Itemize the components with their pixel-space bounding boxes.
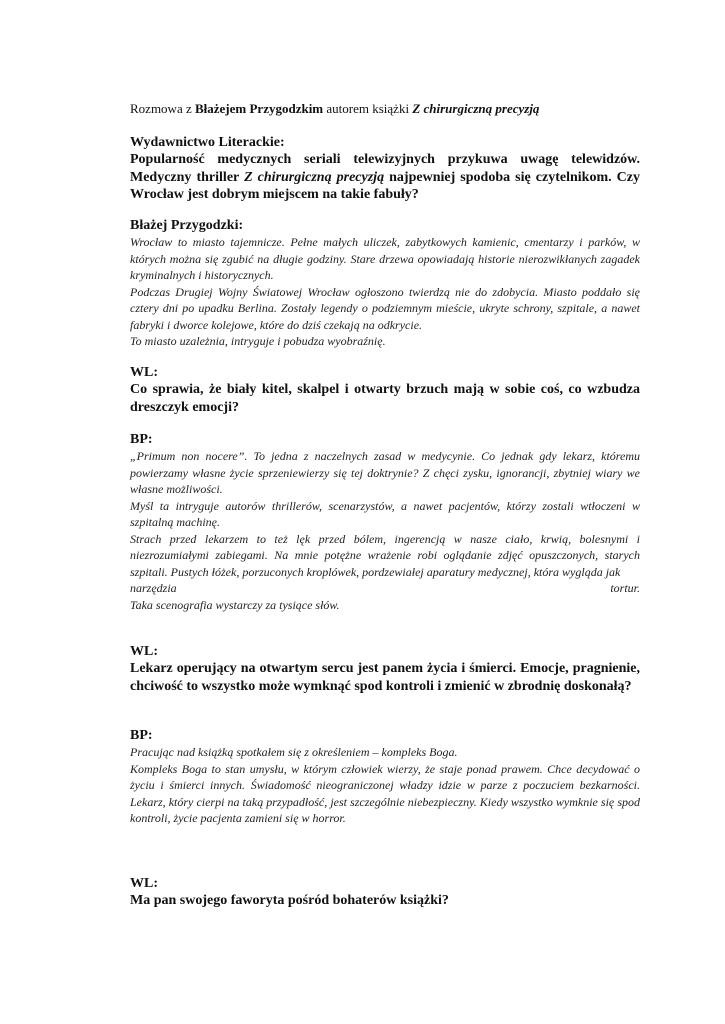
speaker-label: BP: bbox=[130, 432, 153, 447]
question-text: Ma pan swojego faworyta pośród bohaterów książki? bbox=[130, 893, 449, 908]
answer-paragraph: Kompleks Boga to stan umysłu, w którym człowiek wierzy, że staje ponad prawem. Chce decydować o życiu i śmierci innych. Świadomość nieograniczonej władzy idzie w parze z poczuciem bezkarności. Lekarz, który cierpi na taką przypadłość, jest szczególnie niebezpieczny. Kiedy wszystko wymknie się spod kontroli, życie pacjenta zamieni się w horror. bbox=[130, 761, 640, 825]
question-text: Popularność medycznych seriali telewizyjnych przykuwa uwagę telewidzów. Medyczny thriller Z chirurgiczną precyzją najpewniej spodoba się czytelnikom. Czy Wrocław jest dobrym miejscem na takie fabuły? bbox=[130, 152, 640, 202]
answer-paragraph: Myśl ta intryguje autorów thrillerów, scenarzystów, a nawet pacjentów, którzy zostali wtłoczeni w szpitalną machinę. bbox=[130, 498, 640, 529]
answer-text bbox=[130, 234, 640, 350]
author-name: Błażejem Przygodzkim bbox=[194, 101, 324, 116]
book-title: Z chirurgiczną precyzją bbox=[412, 101, 540, 116]
answer-paragraph: Podczas Drugiej Wojny Światowej Wrocław ogłoszono twierdzą nie do zdobycia. Miasto poddało się cztery dni po upadku Berlina. Zostały legendy o podziemnym mieście, ukryte schrony, szpitale, a nawet fabryki i dworce kolejowe, które do dziś czekają na odkrycie. bbox=[130, 284, 640, 332]
question-block-4 bbox=[130, 875, 640, 910]
question-text: Lekarz operujący na otwartym sercu jest panem życia i śmierci. Emocje, pragnienie, chciwość to wszystko może wymknąć spod kontroli i zmienić w zbrodnię doskonałą? bbox=[130, 661, 640, 694]
speaker-label: WL: bbox=[130, 876, 158, 891]
answer-block-2 bbox=[130, 431, 640, 613]
question-block-3 bbox=[130, 643, 640, 695]
answer-text bbox=[130, 448, 640, 613]
speaker-label: BP: bbox=[130, 728, 153, 743]
answer-paragraph: To miasto uzależnia, intryguje i pobudza wyobraźnię. bbox=[130, 334, 386, 348]
answer-text bbox=[130, 744, 640, 827]
speaker-label: WL: bbox=[130, 644, 158, 659]
answer-paragraph: Pracując nad książką spotkałem się z określeniem – kompleks Boga. bbox=[130, 745, 458, 759]
speaker-label: Błażej Przygodzki: bbox=[130, 218, 244, 233]
answer-paragraph-end: narzędzia tortur. bbox=[130, 581, 640, 595]
answer-paragraph: Taka scenografia wystarczy za tysiące słów. bbox=[130, 597, 340, 612]
title-prefix: Rozmowa z bbox=[130, 101, 195, 116]
answer-block-1 bbox=[130, 217, 640, 350]
answer-paragraph: Strach przed lekarzem to też lęk przed bólem, ingerencją w nasze ciało, krwią, bolesnymi i niezrozumiałymi zabiegami. Na mnie potężne wrażenie robi oglądanie zdjęć opuszczonych, starych szpitali. Pustych łóżek, porzuconych kroplówek, pordzewiałej aparatury medycznej, która wygląda jak bbox=[130, 531, 640, 579]
speaker-label: Wydawnictwo Literackie: bbox=[130, 135, 285, 150]
speaker-label: WL: bbox=[130, 365, 158, 380]
question-block-1 bbox=[130, 134, 640, 204]
title-middle: autorem książki bbox=[323, 101, 413, 116]
answer-paragraph: „Primum non nocere”. To jedna z naczelnych zasad w medycynie. Co jednak gdy lekarz, któremu powierzamy własne życie sprzeniewierzy się tej doktrynie? Z chęci zysku, ignorancji, zbytniej wiary we własne możliwości. bbox=[130, 449, 640, 496]
interview-title bbox=[130, 101, 640, 117]
question-block-2 bbox=[130, 364, 640, 416]
question-text: Co sprawia, że biały kitel, skalpel i otwarty brzuch mają w sobie coś, co wzbudza dreszczyk emocji? bbox=[130, 382, 640, 415]
book-title-inline: Z chirurgiczną precyzją bbox=[244, 169, 385, 185]
answer-paragraph: Wrocław to miasto tajemnicze. Pełne małych uliczek, zabytkowych kamienic, cmentarzy i parków, w których można się zgubić na długie godziny. Stare drzewa opowiadają historie nierozwikłanych zagadek kryminalnych i historycznych. bbox=[130, 235, 640, 282]
answer-block-3 bbox=[130, 727, 640, 827]
